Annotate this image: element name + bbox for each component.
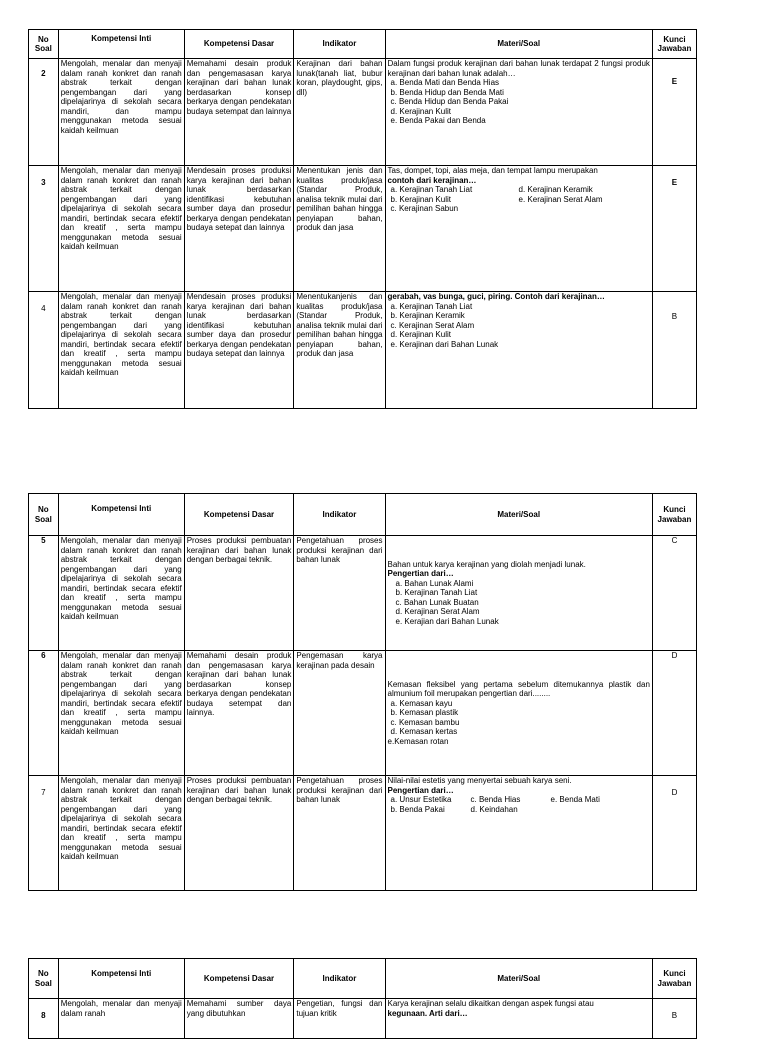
option: d. Kerajinan Keramik [518, 185, 593, 194]
option: c. Kerajinan Serat Alam [390, 320, 475, 330]
kompetensi-dasar-cell: Memahami desain produk dan pengemasasan karya kerajinan dari bahan lunak berdasarkan konsep berkarya dengan pendekatan budaya setempat dan lainnya. [184, 651, 294, 776]
header-no: No Soal [29, 494, 59, 536]
materi-soal-cell [385, 59, 652, 166]
header-kompetensi-inti: Kompetensi Inti [58, 959, 184, 999]
kompetensi-dasar-cell: Proses produksi pembuatan kerajinan dari bahan lunak dengan berbagai teknik. [184, 536, 294, 651]
question-table-1 [28, 29, 697, 409]
options-line [388, 795, 650, 805]
kompetensi-inti-cell: Mengolah, menalar dan menyaji dalam ranah [58, 999, 184, 1039]
kompetensi-dasar-cell: Proses produksi pembuatan kerajinan dari bahan lunak dengan berbagai teknik. [184, 776, 294, 891]
kompetensi-inti-cell: Mengolah, menalar dan menyaji dalam ranah konkret dan ranah abstrak terkait dengan pengembangan dari yang dipelajarinya di sekolah secara mandiri, bertindak secara efektif dan kreatif , serta mampu menggunakan metoda sesuai kaidah keilmuan [58, 166, 184, 292]
option: d. Keindahan [470, 804, 518, 814]
answer-key: E [652, 166, 696, 292]
indikator-cell: Menentukanjenis dan kualitas produk/jasa (Standar Produk, analisa teknik mulai dari pemilihan bahan hingga penyiapan bahan, produk dan jasa [294, 292, 385, 409]
option: e. Benda Mati [550, 795, 600, 804]
question-text: Tas, dompet, topi, alas meja, dan tempat lampu merupakan [387, 166, 598, 175]
option: a. Benda Mati dan Benda Hias [390, 78, 500, 87]
option: e.Kemasan rotan [387, 736, 449, 746]
answer-key: D [652, 651, 696, 776]
option: e. Benda Pakai dan Benda [390, 116, 486, 125]
question-text: Bahan untuk karya kerajinan yang diolah menjadi lunak. [387, 559, 586, 569]
header-materi-soal: Materi/Soal [385, 494, 652, 536]
indikator-cell: Pengetian, fungsi dan tujuan kritik [294, 999, 385, 1039]
options-line [388, 805, 650, 815]
header-kompetensi-dasar: Kompetensi Dasar [184, 959, 294, 999]
answer-key: B [652, 292, 696, 409]
question-number: 7 [29, 776, 59, 891]
kompetensi-inti-cell: Mengolah, menalar dan menyaji dalam ranah konkret dan ranah abstrak terkait dengan pengembangan dari yang dipelajarinya di sekolah secara mandiri, bertindak secara efektif dan kreatif , serta mampu menggunakan metoda sesuai kaidah keilmuan [58, 776, 184, 891]
kompetensi-inti-cell: Mengolah, menalar dan menyaji dalam ranah konkret dan ranah abstrak terkait dengan pengembangan dari yang dipelajarinya di sekolah secara mandiri, bertindak secara efektif dan kreatif , serta mampu menggunakan metoda sesuai kaidah keilmuan [58, 292, 184, 409]
question-text-bold: Pengertian dari… [387, 569, 454, 579]
table-row [29, 651, 697, 776]
header-indikator: Indikator [294, 959, 385, 999]
question-text-bold: kegunaan. Arti dari… [387, 1008, 468, 1018]
option: d. Kerajinan Serat Alam [395, 607, 480, 617]
indikator-cell: Pengetahuan proses produksi kerajinan dari bahan lunak [294, 776, 385, 891]
option: c. Kemasan bambu [390, 717, 460, 727]
kompetensi-inti-cell: Mengolah, menalar dan menyaji dalam ranah konkret dan ranah abstrak terkait dengan pengembangan dari yang dipelajarinya di sekolah secara mandiri, bertindak secara efektif dan kreatif , serta mampu menggunakan metoda sesuai kaidah keilmuan [58, 536, 184, 651]
table-header-row [29, 959, 697, 999]
option: e. Kerajian dari Bahan Lunak [395, 616, 499, 626]
header-materi-soal: Materi/Soal [385, 30, 652, 59]
answer-key: C [652, 536, 696, 651]
kompetensi-dasar-cell: Memahami desain produk dan pengemasasan karya kerajinan dari bahan lunak berdasarkan konsep berkarya dengan pendekatan budaya setempat dan lainnya [184, 59, 294, 166]
question-text: Kemasan fleksibel yang pertama sebelum ditemukannya plastik dan almunium foil merupakan pengertian dari........ [387, 679, 650, 699]
option: b. Kerajinan Tanah Liat [395, 588, 478, 598]
answer-key: B [652, 999, 696, 1039]
answer-key: D [652, 776, 696, 891]
option: a. Kemasan kayu [390, 698, 453, 708]
kompetensi-dasar-cell: Mendesain proses produksi karya kerajinan dari bahan lunak berdasarkan identifikasi kebutuhan sumber daya dan prosedur berkarya dengan pendekatan budaya setepat dan lainnya [184, 292, 294, 409]
option: a. Kerajinan Tanah Liat [390, 185, 473, 194]
option: b. Kerajinan Keramik [390, 311, 465, 320]
indikator-cell: Pengetahuan proses produksi kerajinan dari bahan lunak [294, 536, 385, 651]
question-table-3 [28, 958, 697, 1039]
table-header-row [29, 494, 697, 536]
option: a. Bahan Lunak Alami [395, 578, 474, 588]
option: b. Kerajinan Kulit [390, 194, 451, 204]
option: e. Kerajinan dari Bahan Lunak [390, 339, 499, 349]
question-number: 2 [29, 59, 59, 166]
header-kompetensi-dasar: Kompetensi Dasar [184, 30, 294, 59]
table-row [29, 166, 697, 292]
header-kunci-jawaban: Kunci Jawaban [652, 959, 696, 999]
option: e. Kerajinan Serat Alam [518, 194, 603, 204]
option: c. Benda Hias [470, 795, 521, 804]
materi-soal-cell [385, 536, 652, 651]
table-header-row [29, 30, 697, 59]
header-indikator: Indikator [294, 30, 385, 59]
indikator-cell: Menentukan jenis dan kualitas produk/jasa (Standar Produk, analisa teknik mulai dari pemilihan bahan hingga penyiapan bahan, produk dan jasa [294, 166, 385, 292]
question-table-2 [28, 493, 697, 891]
option: c. Benda Hidup dan Benda Pakai [390, 97, 509, 106]
kompetensi-dasar-cell: Memahami sumber daya yang dibutuhkan [184, 999, 294, 1039]
table-row [29, 536, 697, 651]
question-text: Dalam fungsi produk kerajinan dari bahan lunak terdapat 2 fungsi produk kerajinan dari bahan lunak adalah… [387, 59, 650, 78]
kompetensi-dasar-cell: Mendesain proses produksi karya kerajinan dari bahan lunak berdasarkan identifikasi kebutuhan sumber daya dan prosedur berkarya dengan pendekatan budaya setepat dan lainnya [184, 166, 294, 292]
option: c. Bahan Lunak Buatan [395, 597, 479, 607]
header-kompetensi-inti: Kompetensi Inti [58, 494, 184, 536]
materi-soal-cell [385, 999, 652, 1039]
option: b. Kemasan plastik [390, 708, 459, 718]
question-number: 8 [29, 999, 59, 1039]
answer-key: E [652, 59, 696, 166]
header-no: No Soal [29, 30, 59, 59]
option: d. Kerajinan Kulit [390, 106, 451, 116]
materi-soal-cell [385, 776, 652, 891]
question-number: 6 [29, 651, 59, 776]
option: b. Benda Hidup dan Benda Mati [390, 87, 504, 97]
header-materi-soal: Materi/Soal [385, 959, 652, 999]
question-number: 3 [29, 166, 59, 292]
materi-soal-cell [385, 651, 652, 776]
question-number: 4 [29, 292, 59, 409]
header-kompetensi-dasar: Kompetensi Dasar [184, 494, 294, 536]
header-kunci-jawaban: Kunci Jawaban [652, 30, 696, 59]
header-no: No Soal [29, 959, 59, 999]
option: b. Benda Pakai [390, 804, 445, 814]
question-text: Nilai-nilai estetis yang menyertai sebuah karya seni. [387, 776, 572, 785]
header-indikator: Indikator [294, 494, 385, 536]
option: a. Kerajinan Tanah Liat [390, 301, 473, 311]
header-kunci-jawaban: Kunci Jawaban [652, 494, 696, 536]
materi-soal-cell [385, 292, 652, 409]
question-text-bold: Pengertian dari… [387, 785, 454, 795]
question-number: 5 [29, 536, 59, 651]
options-columns [388, 185, 650, 214]
header-kompetensi-inti: Kompetensi Inti [58, 30, 184, 59]
indikator-cell: Kerajinan dari bahan lunak(tanah liat, bubur koran, playdought, gips, dll) [294, 59, 385, 166]
question-text-bold: gerabah, vas bunga, guci, piring. Contoh dari kerajinan… [387, 292, 605, 301]
table-row [29, 776, 697, 891]
question-text: Karya kerajinan selalu dikaitkan dengan aspek fungsi atau [387, 999, 594, 1008]
materi-soal-cell [385, 166, 652, 292]
kompetensi-inti-cell: Mengolah, menalar dan menyaji dalam ranah konkret dan ranah abstrak terkait dengan pengembangan dari yang dipelajarinya di sekolah secara mandiri, dan mampu menggunakan metoda sesuai kaidah keilmuan [58, 59, 184, 166]
option: d. Kerajinan Kulit [390, 330, 451, 339]
table-row [29, 999, 697, 1039]
table-row [29, 292, 697, 409]
option: c. Kerajinan Sabun [390, 204, 459, 213]
option: a. Unsur Estetika [390, 795, 452, 804]
indikator-cell: Pengemasan karya kerajinan pada desain [294, 651, 385, 776]
kompetensi-inti-cell: Mengolah, menalar dan menyaji dalam ranah konkret dan ranah abstrak terkait dengan pengembangan dari yang dipelajarinya di sekolah secara mandiri, bertindak secara efektif dan kreatif , serta mampu menggunakan metoda sesuai kaidah keilmuan [58, 651, 184, 776]
table-row [29, 59, 697, 166]
option: d. Kemasan kertas [390, 727, 458, 737]
question-text-bold: contoh dari kerajinan… [387, 175, 477, 185]
